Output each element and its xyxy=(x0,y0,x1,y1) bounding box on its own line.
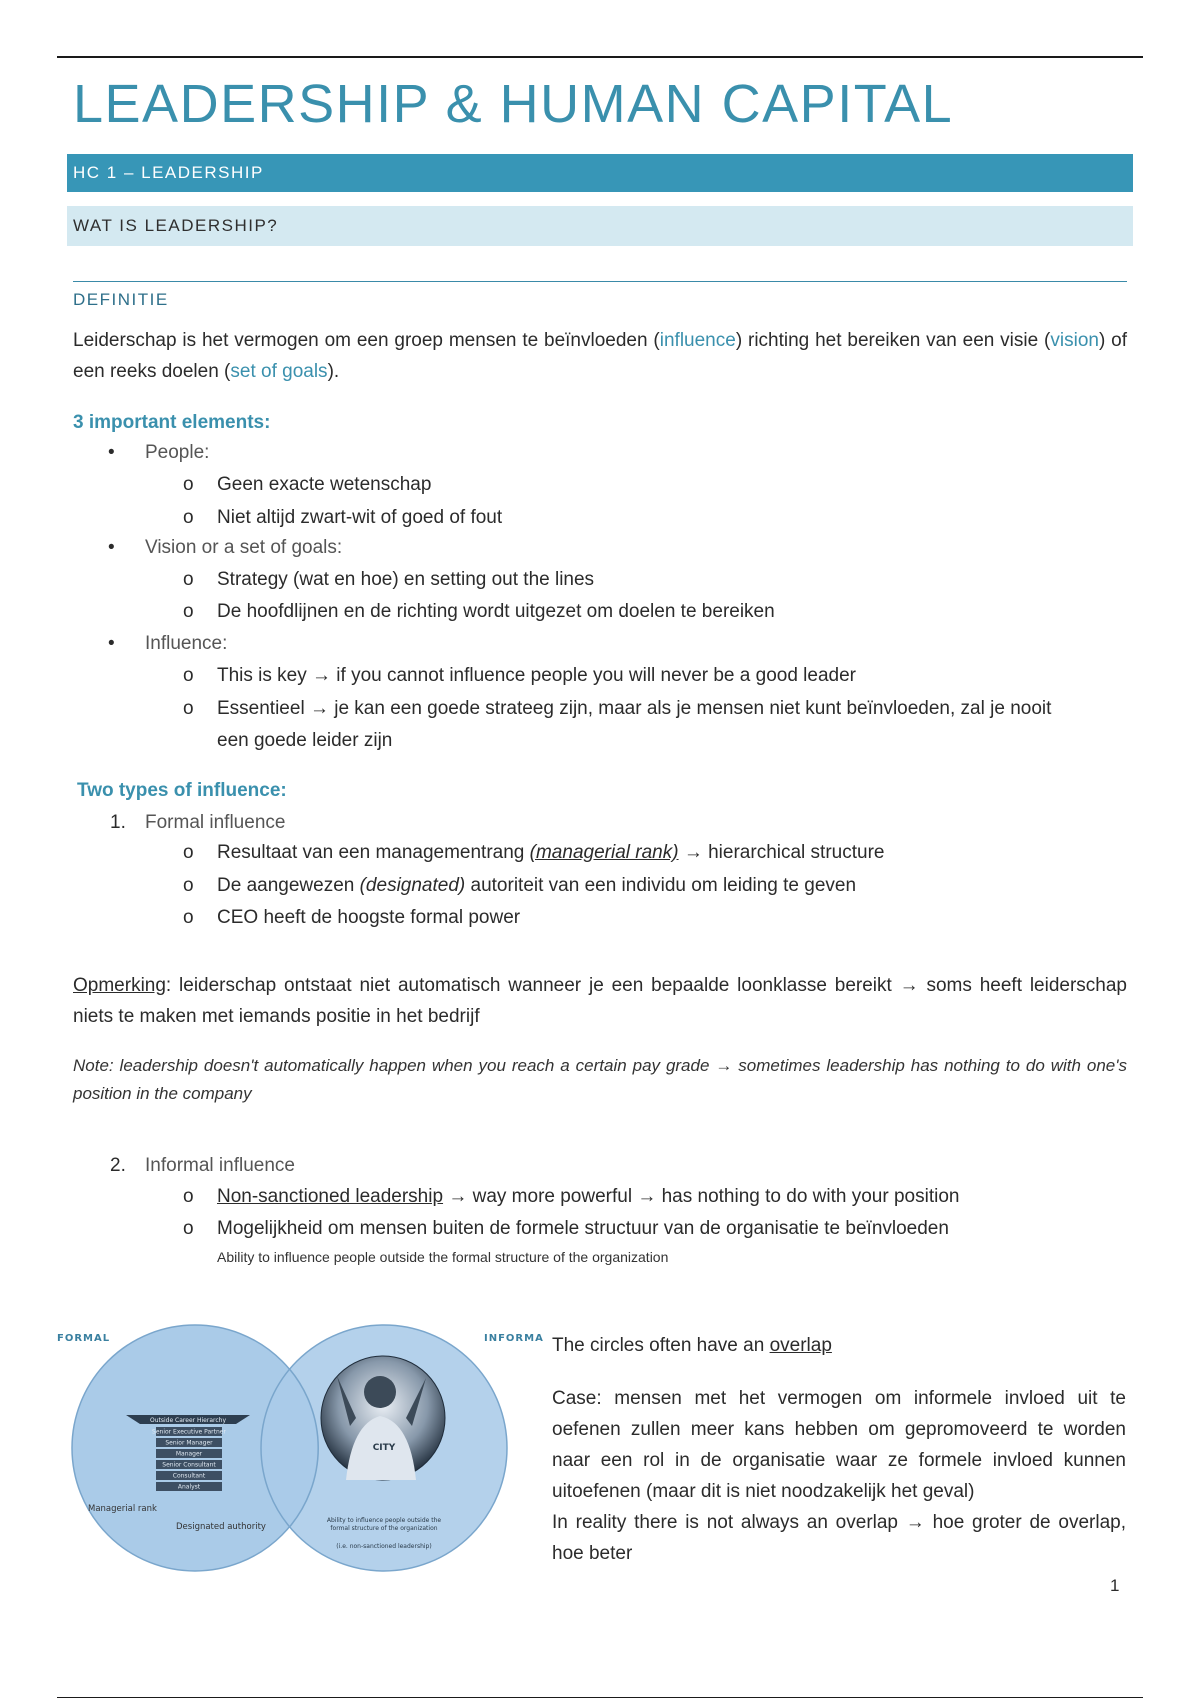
sub-marker: o xyxy=(183,569,194,590)
heading-1-bar: HC 1 – LEADERSHIP xyxy=(67,154,1133,192)
definition-text: ). xyxy=(327,361,340,382)
definition-text: ) of een reeks doelen ( xyxy=(73,330,1128,382)
list-item xyxy=(217,839,884,867)
note-paragraph: Note: leadership doesn't automatically happen when you reach a certain pay grade → sometimes leadership has nothing to do with one's position in the company xyxy=(73,1056,1127,1103)
hierarchy-row-label: Senior Executive Partner xyxy=(152,1428,226,1436)
bullet-marker: • xyxy=(108,442,115,463)
top-rule xyxy=(57,56,1143,58)
informal-caption-2: formal structure of the organization xyxy=(330,1525,438,1532)
element-label-people: People: xyxy=(145,442,210,463)
hierarchy-row-label: Analyst xyxy=(177,1483,201,1491)
formal-label: FORMAL xyxy=(57,1333,111,1344)
definition-text: ) richting het bereiken van een visie ( xyxy=(735,330,1051,351)
remark-label: Opmerking xyxy=(73,975,166,996)
leader-photo xyxy=(321,1356,445,1480)
sub-marker: o xyxy=(183,665,194,686)
list-item: CEO heeft de hoogste formal power xyxy=(217,907,521,928)
photo-head xyxy=(364,1376,396,1408)
sub-marker: o xyxy=(183,507,194,528)
reality-paragraph: In reality there is not always an overlap → hoe groter de overlap, hoe beter xyxy=(552,1512,1126,1564)
overlap-text: The circles often have an xyxy=(552,1335,770,1356)
list-item: De hoofdlijnen en de richting wordt uitgezet om doelen te bereiken xyxy=(217,601,775,622)
list-item: Niet altijd zwart-wit of goed of fout xyxy=(217,507,503,528)
sub-marker: o xyxy=(183,1218,194,1239)
term-managerial-rank: (managerial rank) xyxy=(529,842,679,863)
list-item-continuation: een goede leider zijn xyxy=(217,730,393,751)
sub-marker: o xyxy=(183,698,194,719)
list-item: Strategy (wat en hoe) en setting out the lines xyxy=(217,569,595,590)
remark-paragraph xyxy=(73,970,1127,1032)
definition-paragraph xyxy=(73,325,1127,387)
informal-label: INFORMA xyxy=(484,1333,544,1344)
sub-marker: o xyxy=(183,907,194,928)
heading-3: DEFINITIE xyxy=(73,281,1127,312)
number-marker: 2. xyxy=(110,1155,126,1176)
informal-caption-1: Ability to influence people outside the xyxy=(326,1517,442,1524)
managerial-rank-label: Managerial rank xyxy=(88,1504,157,1514)
sub-marker: o xyxy=(183,842,194,863)
list-text: → way more powerful → has nothing to do with your position xyxy=(443,1186,960,1207)
document-title: LEADERSHIP & HUMAN CAPITAL xyxy=(73,74,954,134)
sub-marker: o xyxy=(183,601,194,622)
term-overlap: overlap xyxy=(769,1335,832,1356)
list-item xyxy=(217,1183,959,1211)
bullet-marker: • xyxy=(108,537,115,558)
heading-2-bar: WAT IS LEADERSHIP? xyxy=(67,206,1133,246)
list-item: This is key → if you cannot influence people you will never be a good leader xyxy=(217,665,856,686)
list-item: Mogelijkheid om mensen buiten de formele structuur van de organisatie te beïnvloeden xyxy=(217,1218,949,1239)
formal-influence-label: Formal influence xyxy=(145,812,286,833)
venn-diagram xyxy=(54,1316,546,1580)
number-marker: 1. xyxy=(110,812,126,833)
elements-heading: 3 important elements: xyxy=(73,412,271,433)
hierarchy-row-label: Senior Manager xyxy=(165,1439,213,1447)
remark-text: : leiderschap ontstaat niet automatisch wanneer je een bepaalde loonklasse bereikt → soms heeft leiderschap niets te maken met iemands positie in het bedrijf xyxy=(73,975,1127,1027)
hierarchy-row-label: Senior Consultant xyxy=(162,1461,216,1469)
term-set-of-goals: set of goals xyxy=(230,361,328,382)
informal-influence-label: Informal influence xyxy=(145,1155,295,1176)
hierarchy-title: Outside Career Hierarchy xyxy=(149,1417,227,1424)
photo-shirt-text: CITY xyxy=(372,1443,396,1453)
definition-text: Leiderschap is het vermogen om een groep mensen te beïnvloeden ( xyxy=(73,330,660,351)
sub-marker: o xyxy=(183,1186,194,1207)
list-text: → hierarchical structure xyxy=(678,842,885,863)
bottom-rule xyxy=(57,1697,1143,1698)
hierarchy-row-label: Manager xyxy=(175,1450,203,1458)
term-non-sanctioned: Non-sanctioned leadership xyxy=(217,1186,444,1207)
term-designated: (designated) xyxy=(359,875,466,896)
overlap-line xyxy=(552,1330,1126,1361)
list-text: Resultaat van een managementrang xyxy=(217,842,530,863)
list-text: autoriteit van een individu om leiding te geven xyxy=(465,875,857,896)
list-item: Geen exacte wetenschap xyxy=(217,474,432,495)
list-text: De aangewezen xyxy=(217,875,360,896)
influence-types-heading: Two types of influence: xyxy=(77,780,287,801)
element-label-influence: Influence: xyxy=(145,633,228,654)
page-number: 1 xyxy=(1110,1576,1120,1595)
hierarchy-row-label: Consultant xyxy=(172,1472,206,1480)
list-item xyxy=(217,872,856,900)
designated-authority-label: Designated authority xyxy=(176,1522,266,1532)
term-vision: vision xyxy=(1050,330,1099,351)
list-item: Essentieel → je kan een goede strateeg zijn, maar als je mensen niet kunt beïnvloeden, zal je nooit xyxy=(217,698,1052,719)
element-label-vision: Vision or a set of goals: xyxy=(145,537,343,558)
term-influence: influence xyxy=(659,330,736,351)
list-item-translation: Ability to influence people outside the formal structure of the organization xyxy=(217,1249,669,1265)
case-paragraph: Case: mensen met het vermogen om informele invloed uit te oefenen zullen meer kans hebben om gepromoveerd te worden naar een rol in de organisatie waar ze formele invloed kunnen uitoefenen (maar dit is niet noodzakelijk het geval) xyxy=(552,1388,1126,1502)
sub-marker: o xyxy=(183,875,194,896)
bullet-marker: • xyxy=(108,633,115,654)
sub-marker: o xyxy=(183,474,194,495)
informal-caption-3: (i.e. non-sanctioned leadership) xyxy=(336,1543,432,1550)
